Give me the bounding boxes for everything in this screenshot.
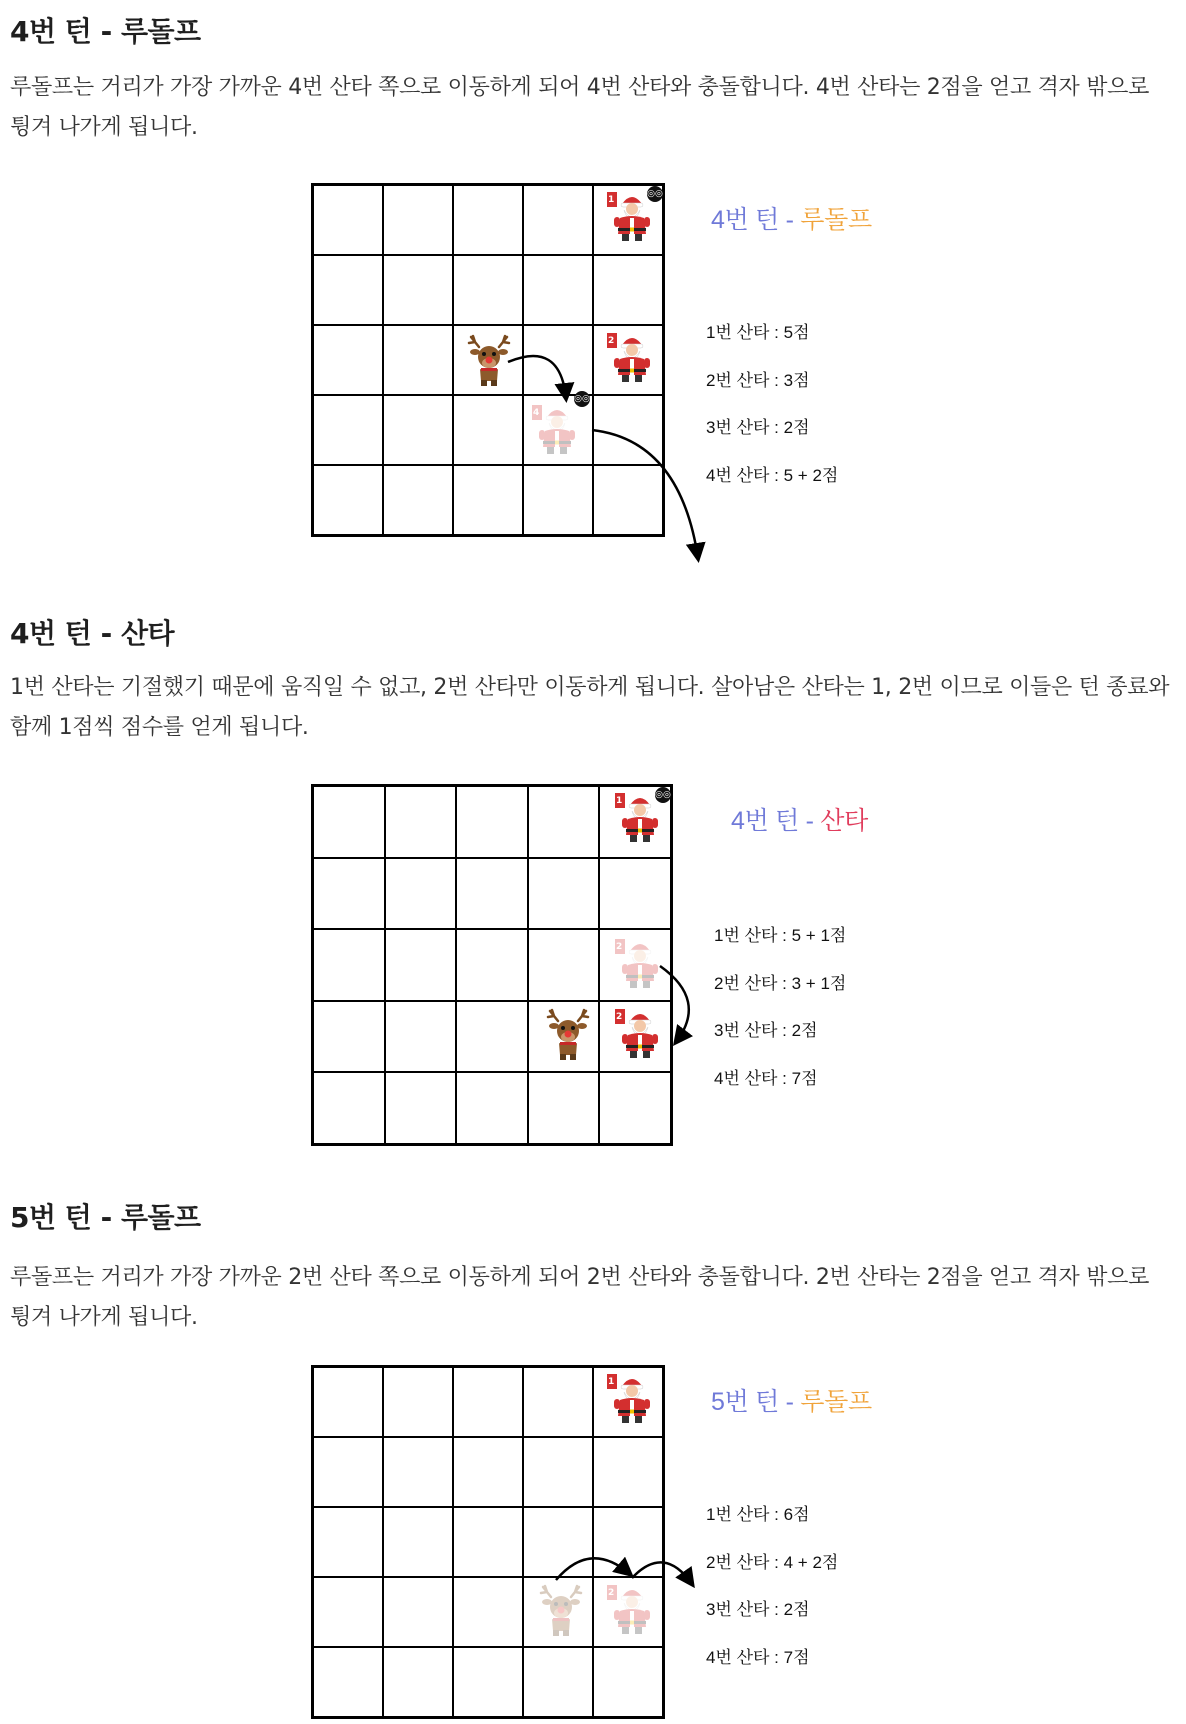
figure-actor-label: 산타 — [820, 807, 868, 835]
santa-number: 1 — [616, 796, 623, 806]
figure-dash: - — [778, 1388, 801, 1416]
stun-icon: ◎◎ — [647, 186, 663, 202]
santa-number: 2 — [616, 942, 623, 952]
figure-dash: - — [798, 807, 821, 835]
santa-number: 2 — [608, 1588, 615, 1598]
section-paragraph: 루돌프는 거리가 가장 가까운 4번 산타 쪽으로 이동하게 되어 4번 산타와 충돌합니다. 4번 산타는 2점을 얻고 격자 밖으로 튕겨 나가게 됩니다. — [10, 75, 1150, 140]
santa-number: 1 — [608, 1377, 615, 1387]
figure-turn-label: 5번 턴 — [711, 1388, 779, 1416]
score-item: 2번 산타 : 3점 — [706, 370, 810, 390]
santa-number: 1 — [608, 195, 615, 205]
score-item: 3번 산타 : 2점 — [714, 1021, 818, 1040]
score-item: 1번 산타 : 5 + 1점 — [714, 926, 847, 945]
santa-number: 2 — [616, 1012, 623, 1022]
figure-turn-label: 4번 턴 — [711, 206, 779, 234]
santa-number: 4 — [533, 408, 540, 418]
score-item: 2번 산타 : 4 + 2점 — [706, 1552, 839, 1572]
figure-actor-label: 루돌프 — [800, 1388, 872, 1416]
stun-icon: ◎◎ — [574, 391, 590, 407]
figure-title — [711, 1382, 872, 1418]
score-item: 4번 산타 : 5 + 2점 — [706, 465, 839, 485]
score-item: 4번 산타 : 7점 — [706, 1647, 810, 1667]
score-list — [706, 1500, 838, 1690]
section-heading: 5번 턴 - 루돌프 — [10, 1201, 201, 1234]
score-item: 4번 산타 : 7점 — [714, 1068, 818, 1088]
figure-turn-label: 4번 턴 — [731, 807, 799, 835]
section-heading: 4번 턴 - 루돌프 — [10, 15, 201, 48]
figure-actor-label: 루돌프 — [800, 206, 872, 234]
score-item: 1번 산타 : 5점 — [706, 323, 810, 342]
score-item: 3번 산타 : 2점 — [706, 418, 810, 437]
section-paragraph: 루돌프는 거리가 가장 가까운 2번 산타 쪽으로 이동하게 되어 2번 산타와 충돌합니다. 2번 산타는 2점을 얻고 격자 밖으로 튕겨 나가게 됩니다. — [10, 1265, 1150, 1330]
santa-number: 2 — [608, 336, 615, 346]
section-paragraph: 1번 산타는 기절했기 때문에 움직일 수 없고, 2번 산타만 이동하게 됩니다. 살아남은 산타는 1, 2번 이므로 이들은 턴 종료와 함께 1점씩 점수를 얻게 됩니다. — [10, 675, 1170, 740]
score-item: 1번 산타 : 6점 — [706, 1505, 810, 1524]
score-item: 3번 산타 : 2점 — [706, 1600, 810, 1619]
score-item: 2번 산타 : 3 + 1점 — [714, 973, 847, 993]
stun-icon: ◎◎ — [655, 787, 671, 803]
section-heading: 4번 턴 - 산타 — [10, 617, 175, 650]
figure-dash: - — [778, 206, 801, 234]
